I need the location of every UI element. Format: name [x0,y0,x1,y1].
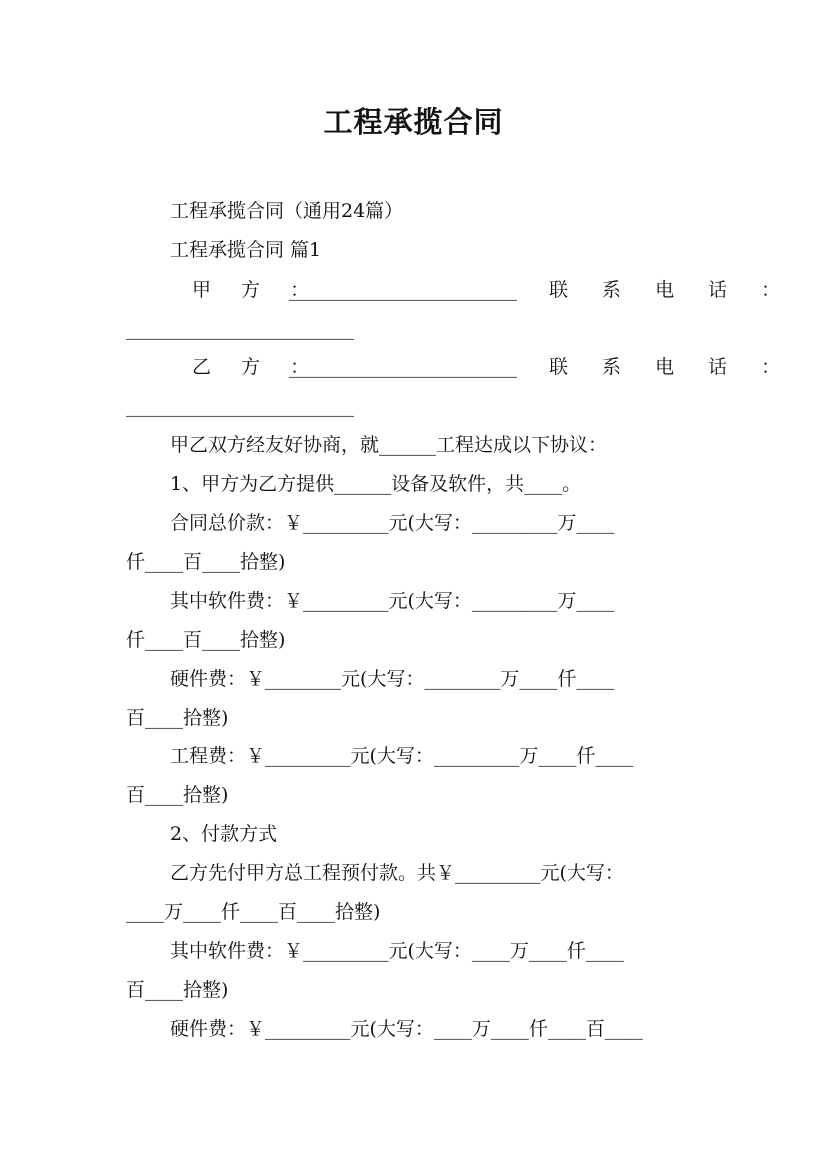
party-a-blank: ________________________ [289,279,517,301]
agreement-intro: 甲乙双方经友好协商，就______工程达成以下协议： [170,434,608,456]
total-price-line: 合同总价款：￥_________元(大写：_________万____ [170,512,615,534]
party-a-label: 甲 方 ： [192,279,322,301]
hardware-fee-line-cont: 百____拾整) [126,707,229,729]
prepayment-line: 乙方先付甲方总工程预付款。共￥_________元(大写： [170,862,624,884]
party-a-phone-label: 联 系 电 话 ： [549,279,795,301]
party-b-phone-blank: ________________________ [126,395,354,417]
engineering-fee-line: 工程费：￥_________元(大写：_________万____仟____ [170,745,634,767]
prepay-software-line: 其中软件费：￥_________元(大写：____万____仟____ [170,940,624,962]
software-fee-line-cont: 仟____百____拾整) [126,629,286,651]
clause-2-heading: 2、付款方式 [170,823,278,845]
subtitle-line: 工程承揽合同（通用24篇） [170,200,404,222]
prepay-hardware-line: 硬件费：￥_________元(大写：____万____仟____百____ [170,1018,643,1040]
hardware-fee-line: 硬件费：￥________元(大写：________万____仟____ [170,668,615,690]
document-title: 工程承揽合同 [323,105,504,139]
party-b-line [126,352,795,382]
prepayment-line-cont: ____万____仟____百____拾整) [126,901,381,923]
prepay-software-line-cont: 百____拾整) [126,979,229,1001]
total-price-line-cont: 仟____百____拾整) [126,551,286,573]
party-b-phone-label: 联 系 电 话 ： [549,356,795,378]
party-b-blank: ________________________ [289,356,517,378]
engineering-fee-line-cont: 百____拾整) [126,784,229,806]
party-a-phone-blank: ________________________ [126,318,354,340]
section-heading: 工程承揽合同 篇1 [170,239,322,261]
party-a-line [126,275,795,305]
software-fee-line: 其中软件费：￥_________元(大写：_________万____ [170,590,615,612]
clause-1: 1、甲方为乙方提供______设备及软件，共____。 [170,473,582,495]
party-b-label: 乙 方 ： [192,356,322,378]
